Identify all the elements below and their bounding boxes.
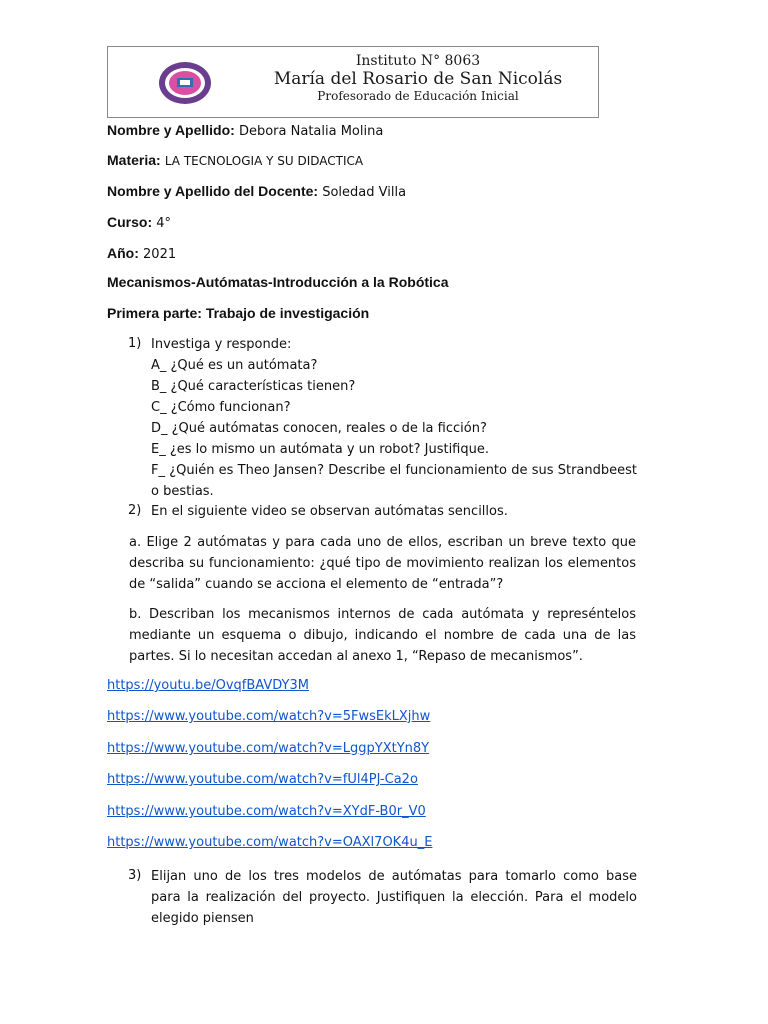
year-field (107, 244, 176, 264)
item-3-number: 3) (128, 868, 142, 883)
item-1-intro: Investiga y responde: (151, 337, 292, 352)
institute-name: María del Rosario de San Nicolás (273, 69, 563, 89)
item-1-number: 1) (128, 336, 142, 351)
institute-number: Instituto N° 8063 (355, 53, 481, 69)
institution-header (107, 46, 599, 118)
video-link-5[interactable]: https://www.youtube.com/watch?v=XYdF-B0r_V0 (107, 804, 426, 819)
student-name-field (107, 121, 383, 141)
subject-field (107, 151, 363, 171)
subject-value: LA TECNOLOGIA Y SU DIDACTICA (164, 154, 364, 168)
question-d: D_ ¿Qué autómatas conocen, reales o de la ficción? (151, 421, 487, 436)
teacher-label: Nombre y Apellido del Docente: (107, 183, 319, 199)
video-link-2[interactable]: https://www.youtube.com/watch?v=5FwsEkLXjhw (107, 709, 431, 724)
question-b: B_ ¿Qué características tienen? (151, 379, 356, 394)
course-label: Curso: (107, 214, 153, 230)
part-title: Primera parte: Trabajo de investigación (107, 305, 370, 321)
student-name-value: Debora Natalia Molina (238, 124, 384, 139)
item-2a-text: a. Elige 2 autómatas y para cada uno de ellos, escriban un breve texto que describa su funcionamiento: ¿qué tipo de movimiento realizan los elementos de “salida” cuando se acciona el elemento de “entrada”? (129, 535, 636, 592)
institute-program: Profesorado de Educación Inicial (317, 89, 519, 103)
course-field (107, 213, 171, 233)
video-link-6[interactable]: https://www.youtube.com/watch?v=OAXl7OK4u_E (107, 835, 433, 850)
year-value: 2021 (143, 247, 177, 262)
question-c: C_ ¿Cómo funcionan? (151, 400, 291, 415)
video-link-4[interactable]: https://www.youtube.com/watch?v=fUl4PJ-Ca2o (107, 772, 418, 787)
question-e: E_ ¿es lo mismo un autómata y un robot? Justifique. (151, 442, 489, 457)
item-3-text: Elijan uno de los tres modelos de autómatas para tomarlo como base para la realización del proyecto. Justifiquen la elección. Para el modelo elegido piensen (151, 869, 637, 926)
question-a: A_ ¿Qué es un autómata? (151, 358, 318, 373)
institute-logo (158, 61, 212, 105)
year-label: Año: (107, 245, 139, 261)
video-link-3[interactable]: https://www.youtube.com/watch?v=LggpYXtYn8Y (107, 741, 430, 756)
item-2-text: En el siguiente video se observan autómatas sencillos. (151, 504, 508, 519)
item-2b-text: b. Describan los mecanismos internos de cada autómata y represéntelos mediante un esquema o dibujo, indicando el nombre de cada una de las partes. Si lo necesitan accedan al anexo 1, “Repaso de mecanismos”. (129, 607, 636, 664)
item-1-block (151, 334, 637, 502)
course-value: 4° (156, 216, 172, 231)
video-link-1[interactable]: https://youtu.be/OvqfBAVDY3M (107, 678, 309, 693)
teacher-value: Soledad Villa (322, 185, 407, 200)
student-name-label: Nombre y Apellido: (107, 122, 235, 138)
document-title: Mecanismos-Autómatas-Introducción a la Robótica (107, 274, 449, 290)
teacher-field (107, 182, 406, 202)
subject-label: Materia: (107, 152, 161, 168)
item-2-number: 2) (128, 503, 142, 518)
question-f: F_ ¿Quién es Theo Jansen? Describe el funcionamiento de sus Strandbeest o bestias. (151, 463, 637, 499)
